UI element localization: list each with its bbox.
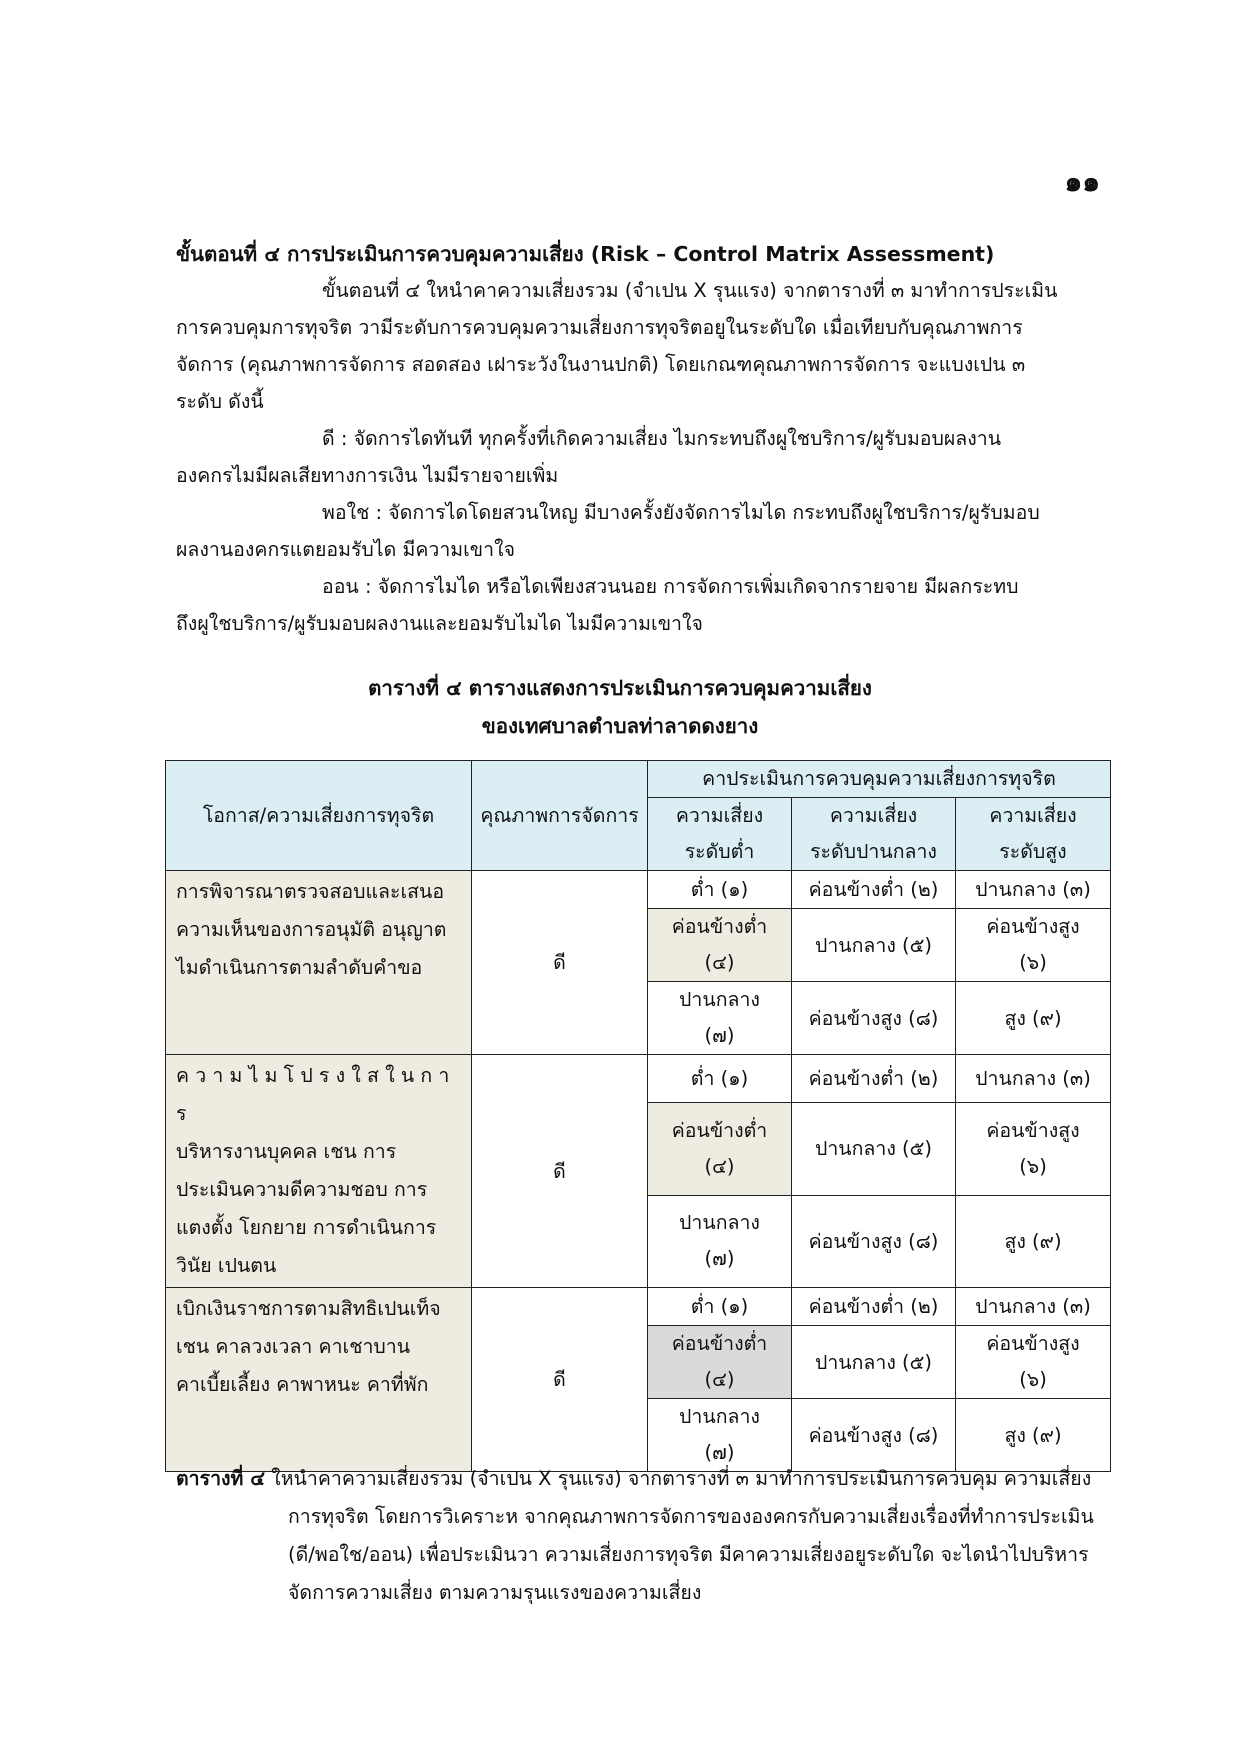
risk-control-table xyxy=(165,760,1111,1472)
score-cell: ปานกลาง (๓) xyxy=(956,871,1111,909)
header-opportunity: โอกาส/ความเสี่ยงการทุจริต xyxy=(166,761,472,871)
header-assessment: คาประเมินการควบคุมความเสี่ยงการทุจริต xyxy=(648,761,1111,798)
score-cell: สูง (๙) xyxy=(956,982,1111,1055)
score-cell: ค่อนข้างสูง (๖) xyxy=(956,1326,1111,1399)
table-row xyxy=(166,871,1111,909)
table-caption-line2: ของเทศบาลตำบลท่าลาดดงยาง xyxy=(481,714,759,738)
intro-line: การควบคุมการทุจริต วามีระดับการควบคุมความเสี่ยงการทุจริตอยูในระดับใด เมื่อเทียบกับคุณภาพการ xyxy=(176,316,1023,339)
table-note xyxy=(176,1460,1096,1612)
score-cell: ค่อนข้างสูง (๖) xyxy=(956,1103,1111,1195)
score-cell: ค่อนข้างต่ำ (๒) xyxy=(792,1288,956,1326)
score-cell: ปานกลาง (๗) xyxy=(648,1399,792,1472)
score-cell: ปานกลาง (๕) xyxy=(792,1103,956,1195)
intro-line: ขั้นตอนที่ ๔ ใหนำคาความเสี่ยงรวม (จำเปน X รุนแรง) จากตารางที่ ๓ มาทำการประเมิน xyxy=(322,279,1058,302)
level-fair-line2: ผลงานองคกรแตยอมรับได มีความเขาใจ xyxy=(176,538,516,561)
score-cell-highlighted: ค่อนข้างต่ำ (๔) xyxy=(648,909,792,982)
score-cell: ต่ำ (๑) xyxy=(648,1288,792,1326)
score-cell-highlighted: ค่อนข้างต่ำ (๔) xyxy=(648,1326,792,1399)
table-row xyxy=(166,1288,1111,1326)
table-row xyxy=(166,1055,1111,1103)
note-line: จัดการความเสี่ยง ตามความรุนแรงของความเสี่ยง xyxy=(288,1581,702,1604)
score-cell: ค่อนข้างสูง (๖) xyxy=(956,909,1111,982)
quality-cell: ดี xyxy=(472,1055,648,1288)
note-line: ตารางที่ ๔ ใหนำคาความเสี่ยงรวม (จำเปน X รุนแรง) จากตารางที่ ๓ มาทำการประเมินการควบคุม ความเสี่ยง xyxy=(176,1467,1092,1490)
score-cell: ปานกลาง (๕) xyxy=(792,1326,956,1399)
score-cell: ต่ำ (๑) xyxy=(648,871,792,909)
level-weak-line2: ถึงผูใชบริการ/ผูรับมอบผลงานและยอมรับไมได ไมมีความเขาใจ xyxy=(176,612,703,635)
quality-cell: ดี xyxy=(472,871,648,1055)
note-label: ตารางที่ ๔ xyxy=(176,1467,265,1490)
score-cell: ปานกลาง (๓) xyxy=(956,1055,1111,1103)
level-fair-line1: พอใช : จัดการไดโดยสวนใหญ มีบางครั้งยังจัดการไมได กระทบถึงผูใชบริการ/ผูรับมอบ xyxy=(322,501,1040,524)
opportunity-cell: การพิจารณาตรวจสอบและเสนอ ความเห็นของการอนุมัติ อนุญาต ไมดำเนินการตามลำดับคำขอ xyxy=(166,871,472,1055)
score-cell: ค่อนข้างสูง (๘) xyxy=(792,982,956,1055)
intro-line: ระดับ ดังนี้ xyxy=(176,390,264,413)
opportunity-cell: ค ว า ม ไ ม โ ป ร ง ใ ส ใ น ก า ร บริหารงานบุคคล เชน การ ประเมินความดีความชอบ การ แตงตั้ง โยกยาย การดำเนินการ วินัย เปนตน xyxy=(166,1055,472,1288)
score-cell: ปานกลาง (๓) xyxy=(956,1288,1111,1326)
score-cell: ค่อนข้างสูง (๘) xyxy=(792,1195,956,1287)
level-good-line1: ดี : จัดการไดทันที ทุกครั้งที่เกิดความเสี่ยง ไมกระทบถึงผูใชบริการ/ผูรับมอบผลงาน xyxy=(322,427,1002,450)
header-quality: คุณภาพการจัดการ xyxy=(472,761,648,871)
table-caption-line1: ตารางที่ ๔ ตารางแสดงการประเมินการควบคุมความเสี่ยง xyxy=(368,676,872,700)
score-cell: สูง (๙) xyxy=(956,1399,1111,1472)
header-mid-risk: ความเสี่ยง ระดับปานกลาง xyxy=(792,798,956,871)
intro-line: จัดการ (คุณภาพการจัดการ สอดสอง เฝาระวังในงานปกติ) โดยเกณฑคุณภาพการจัดการ จะแบงเปน ๓ xyxy=(176,353,1026,376)
score-cell: ปานกลาง (๗) xyxy=(648,982,792,1055)
score-cell: สูง (๙) xyxy=(956,1195,1111,1287)
intro-paragraph xyxy=(176,272,1090,420)
section-heading: ขั้นตอนที่ ๔ การประเมินการควบคุมความเสี่ยง (Risk – Control Matrix Assessment) xyxy=(176,242,995,266)
score-cell: ค่อนข้างต่ำ (๒) xyxy=(792,871,956,909)
quality-cell: ดี xyxy=(472,1288,648,1472)
level-descriptions xyxy=(176,420,1090,642)
note-line: (ดี/พอใช/ออน) เพื่อประเมินวา ความเสี่ยงการทุจริต มีคาความเสี่ยงอยูระดับใด จะไดนำไปบริหาร xyxy=(288,1543,1089,1566)
opportunity-cell: เบิกเงินราชการตามสิทธิเปนเท็จ เชน คาลวงเวลา คาเชาบาน คาเบี้ยเลี้ยง คาพาหนะ คาที่พัก xyxy=(166,1288,472,1472)
header-high-risk: ความเสี่ยง ระดับสูง xyxy=(956,798,1111,871)
level-weak-line1: ออน : จัดการไมได หรือไดเพียงสวนนอย การจัดการเพิ่มเกิดจากรายจาย มีผลกระทบ xyxy=(322,575,1019,598)
header-low-risk: ความเสี่ยง ระดับต่ำ xyxy=(648,798,792,871)
score-cell-highlighted: ค่อนข้างต่ำ (๔) xyxy=(648,1103,792,1195)
level-good-line2: องคกรไมมีผลเสียทางการเงิน ไมมีรายจายเพิ่ม xyxy=(176,464,559,487)
score-cell: ต่ำ (๑) xyxy=(648,1055,792,1103)
score-cell: ปานกลาง (๕) xyxy=(792,909,956,982)
score-cell: ค่อนข้างสูง (๘) xyxy=(792,1399,956,1472)
page-number: ๑๑ xyxy=(1064,165,1100,198)
score-cell: ปานกลาง (๗) xyxy=(648,1195,792,1287)
note-line: การทุจริต โดยการวิเคราะห จากคุณภาพการจัดการขององคกรกับความเสี่ยงเรื่องที่ทำการประเมิน xyxy=(288,1505,1094,1528)
score-cell: ค่อนข้างต่ำ (๒) xyxy=(792,1055,956,1103)
